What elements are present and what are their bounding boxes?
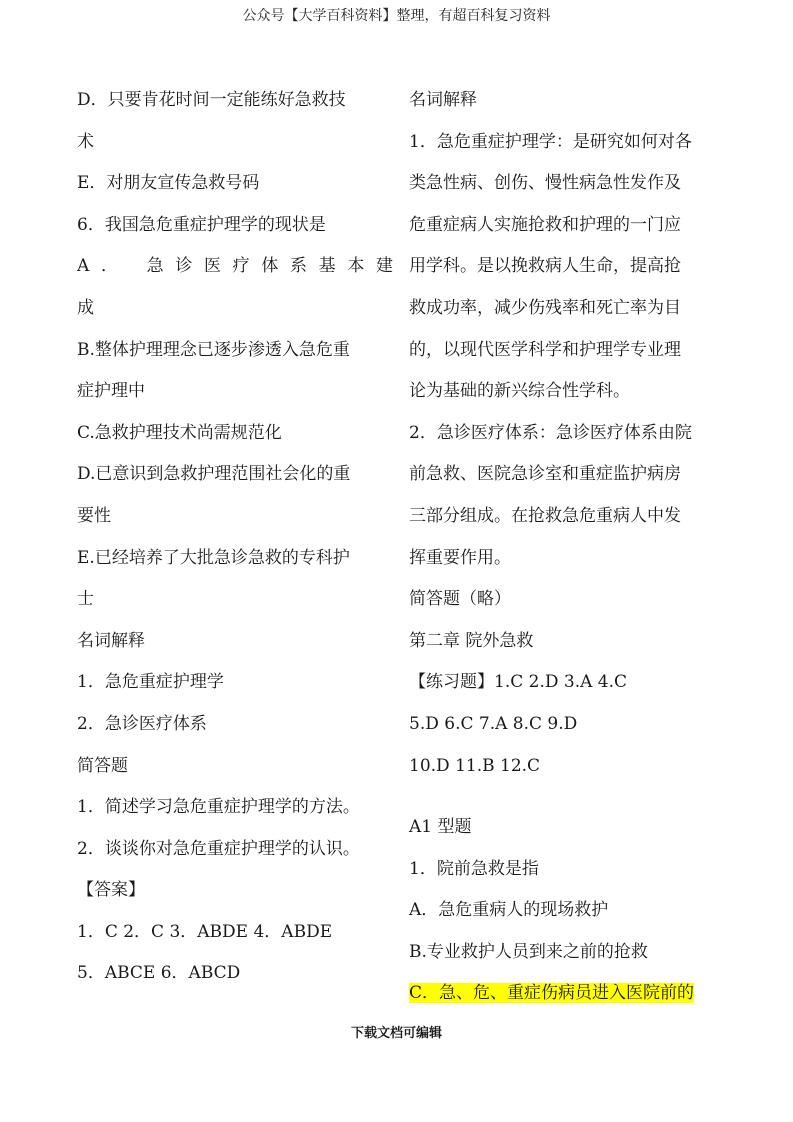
text-line: 前急救、医院急诊室和重症监护病房 bbox=[409, 464, 681, 485]
text-line: 2．急诊医疗体系 bbox=[77, 713, 207, 734]
highlight: C．急、危、重症伤病员进入医院前的 bbox=[409, 983, 695, 1004]
text-line: 6．我国急危重症护理学的现状是 bbox=[77, 214, 326, 235]
answer-line: 10.D 11.B 12.C bbox=[409, 755, 541, 776]
text-line: 2．急诊医疗体系：急诊医疗体系由院 bbox=[409, 422, 692, 443]
text-line: 士 bbox=[77, 589, 94, 610]
spacer bbox=[409, 787, 725, 807]
text-line: A． 急诊医疗体系基本建 bbox=[77, 256, 393, 277]
section-heading: 名词解释 bbox=[77, 630, 145, 651]
text-line: 用学科。是以挽救病人生命，提高抢 bbox=[409, 256, 681, 277]
text-line: D.已意识到急救护理范围社会化的重 bbox=[77, 464, 351, 485]
text-line: D．只要肯花时间一定能练好急救技 bbox=[77, 90, 346, 110]
text-line: E．对朋友宣传急救号码 bbox=[77, 173, 260, 194]
answer-line: 5.D 6.C 7.A 8.C 9.D bbox=[409, 713, 578, 734]
text-line: 2．谈谈你对急危重症护理学的认识。 bbox=[77, 838, 360, 859]
text-line: 论为基础的新兴综合性学科。 bbox=[409, 381, 630, 402]
section-heading: 【答案】 bbox=[77, 880, 145, 901]
text-line: B.专业救护人员到来之前的抢救 bbox=[409, 941, 648, 962]
section-heading: 简答题（略） bbox=[409, 589, 511, 610]
section-heading: 简答题 bbox=[77, 755, 128, 776]
text-line: 挥重要作用。 bbox=[409, 547, 511, 568]
text-line: 1．急危重症护理学：是研究如何对各 bbox=[409, 131, 692, 152]
text-line: 要性 bbox=[77, 505, 111, 526]
chapter-heading: 第二章 院外急救 bbox=[409, 630, 534, 651]
page-header: 公众号【大学百科资料】整理，有超百科复习资料 bbox=[242, 8, 551, 24]
highlighted-line bbox=[409, 973, 725, 1015]
section-heading: 名词解释 bbox=[409, 90, 477, 110]
left-column bbox=[77, 80, 393, 995]
text-line: 术 bbox=[77, 131, 94, 152]
answer-line: 1．C 2．C 3．ABDE 4．ABDE bbox=[77, 921, 333, 942]
text-line: 救成功率，减少伤残率和死亡率为目 bbox=[409, 297, 681, 318]
text-line: 1．简述学习急危重症护理学的方法。 bbox=[77, 797, 360, 818]
text-line: 的，以现代医学科学和护理学专业理 bbox=[409, 339, 681, 360]
right-column bbox=[409, 80, 725, 1015]
text-line: 1．急危重症护理学 bbox=[77, 672, 224, 693]
text-line: 类急性病、创伤、慢性病急性发作及 bbox=[409, 173, 681, 194]
text-line: 成 bbox=[77, 297, 94, 318]
text-line: E.已经培养了大批急诊急救的专科护 bbox=[77, 547, 350, 568]
text-line: C.急救护理技术尚需规范化 bbox=[77, 422, 282, 443]
section-heading: A1 型题 bbox=[409, 817, 472, 838]
text-line: B.整体护理理念已逐步渗透入急危重 bbox=[77, 339, 350, 360]
text-line: 1．院前急救是指 bbox=[409, 858, 539, 879]
text-line: 症护理中 bbox=[77, 381, 145, 402]
text-line: 三部分组成。在抢救急危重病人中发 bbox=[409, 505, 681, 526]
text-line: 危重症病人实施抢救和护理的一门应 bbox=[409, 214, 681, 235]
answer-line: 【练习题】1.C 2.D 3.A 4.C bbox=[409, 672, 628, 693]
page-footer: 下载文档可编辑 bbox=[350, 1026, 442, 1041]
answer-line: 5．ABCE 6．ABCD bbox=[77, 963, 241, 984]
text-line: A．急危重病人的现场救护 bbox=[409, 900, 609, 921]
